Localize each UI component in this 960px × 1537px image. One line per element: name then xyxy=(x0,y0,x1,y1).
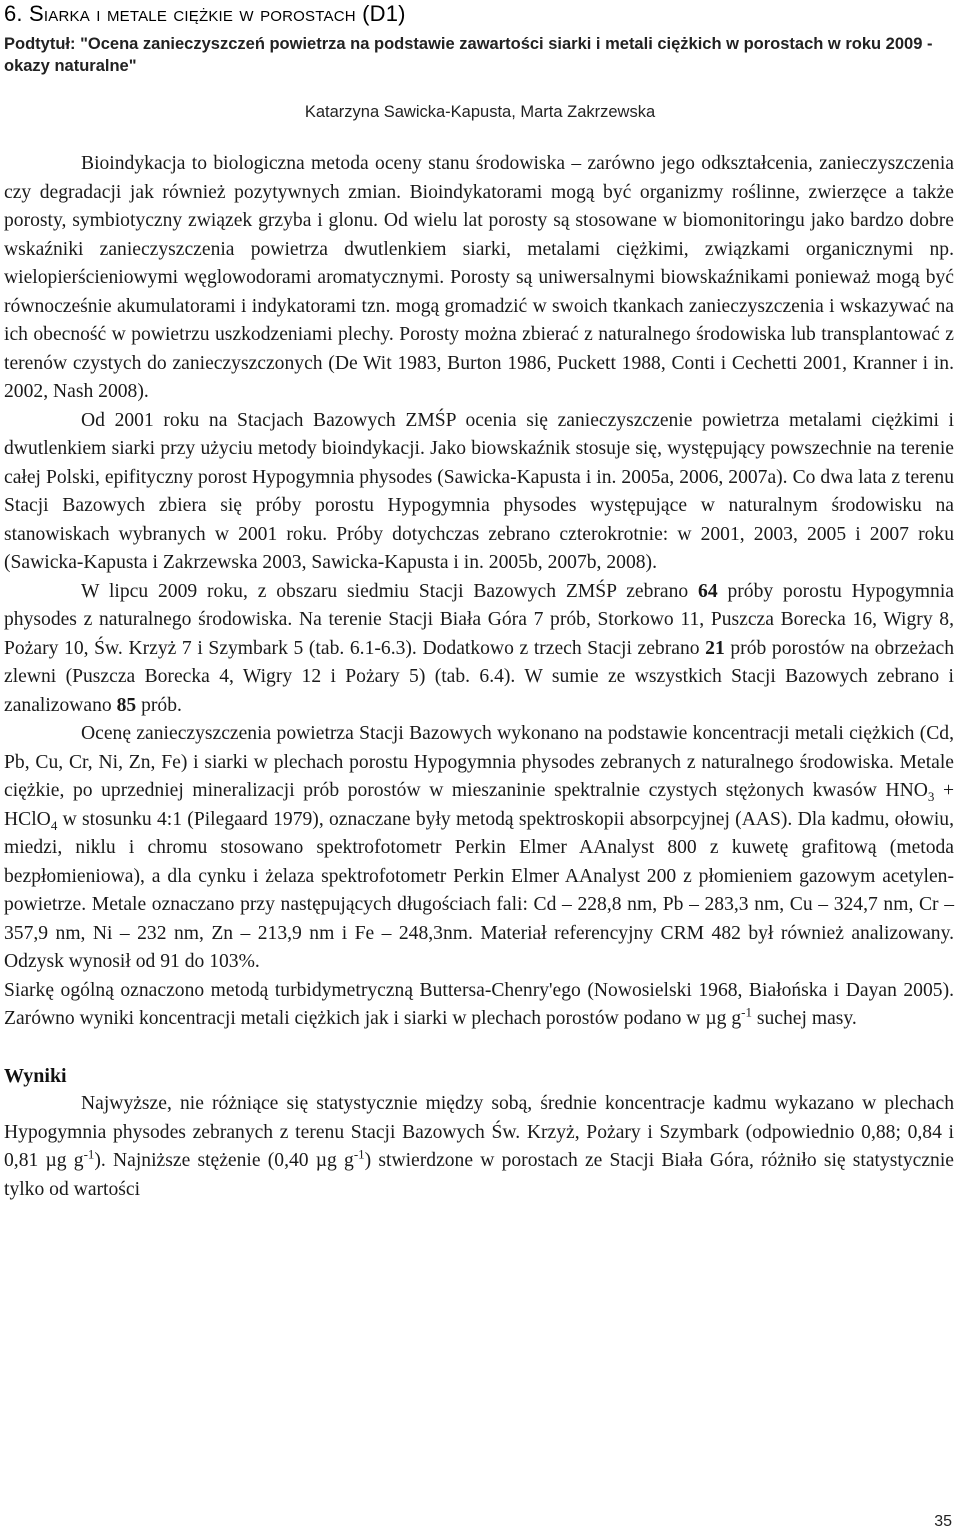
subscript: 4 xyxy=(50,817,58,833)
page-number: 35 xyxy=(934,1513,952,1530)
results-heading: Wyniki xyxy=(4,1064,67,1087)
paragraph-gap xyxy=(4,1034,954,1062)
paragraph-intro: Bioindykacja to biologiczna metoda oceny stanu środowiska – zarówno jego odkształcenia, zanieczyszczenia czy degradacji jak również pozytywnych zmian. Bioindykatorami mogą być organizmy roślinne, zwierzęce a także porosty, symbiotyczny związek grzyba i glonu. Od wielu lat porosty są stosowane w biomonitoringu jako bardzo dobre wskaźniki zanieczyszczenia powietrza dwutlenkiem siarki, metalami ciężkimi, związkami organicznymi np. wielopierścieniowymi węglowodorami aromatycznymi. Porosty są uniwersalnymi biowskaźnikami ponieważ mogą być równocześnie akumulatorami i indykatorami tzn. mogą gromadzić w swoich tkankach zanieczyszczenia i wskazywać na ich obecność w powietrzu uszkodzeniami plechy. Porosty można zbierać z naturalnego środowiska lub transplantować z terenów czystych do zanieczyszczonych (De Wit 1983, Burton 1986, Puckett 1988, Conti i Cechetti 2001, Kranner i in. 2002, Nash 2008). xyxy=(4,153,954,402)
text-span: prób. xyxy=(136,694,182,716)
text-span: Ocenę zanieczyszczenia powietrza Stacji Bazowych wykonano na podstawie koncentracji metali ciężkich (Cd, Pb, Cu, Cr, Ni, Zn, Fe) i siarki w plechach porostu Hypogymnia physodes zebranych z naturalnego środowiska. Metale ciężkie, po uprzedniej mineralizacji prób porostów w mieszaninie spektralnie czystych stężonych kwasów HNO xyxy=(4,723,954,801)
text-span: prób porostów na obrzeżach zlewni (Puszcza Borecka 4, Wigry 12 i Pożary 5) (tab. 6.4). W sumie ze wszystkich Stacji Bazowych zebrano i zanalizowano xyxy=(4,637,954,716)
superscript: -1 xyxy=(741,1004,752,1020)
paragraph-results xyxy=(4,1090,954,1204)
text-span: Siarkę ogólną oznaczono metodą turbidymetryczną Buttersa-Chenry'ego (Nowosielski 1968, Białońska i Dayan 2005). Zarówno wyniki koncentracji metali ciężkich jak i siarki w plechach porostów podano w µg g xyxy=(4,979,954,1029)
body-text xyxy=(4,150,954,1204)
text-span: Najwyższe, nie różniące się statystycznie między sobą, średnie koncentracje kadmu wykazano w plechach Hypogymnia physodes zebranych z terenu Stacji Bazowych Św. Krzyż, Pożary i Szymbark (odpowiednio 0,88; 0,84 i 0,81 µg g xyxy=(4,1093,954,1171)
superscript: -1 xyxy=(83,1146,95,1162)
paragraph-methods-history: Od 2001 roku na Stacjach Bazowych ZMŚP ocenia się zanieczyszczenie powietrza metalami ciężkimi i dwutlenkiem siarki przy użyciu metody bioindykacji. Jako biowskaźnik stosuje się, występujący powszechnie na terenie całej Polski, epifityczny porost Hypogymnia physodes (Sawicka-Kapusta i in. 2005a, 2006, 2007a). Co dwa lata z terenu Stacji Bazowych zbiera się próby porostu Hypogymnia physodes występujące w naturalnym środowisku na stanowiskach wybranych w 2001 roku. Próby dotychczas zebrano czterokrotnie: w 2001, 2003, 2005 i 2007 roku (Sawicka-Kapusta i Zakrzewska 2003, Sawicka-Kapusta i in. 2005b, 2007b, 2008). xyxy=(4,409,954,573)
subscript: 3 xyxy=(927,788,935,804)
superscript: -1 xyxy=(353,1146,365,1162)
paragraph-analysis xyxy=(4,720,954,977)
text-span: ). Najniższe stężenie (0,40 µg g xyxy=(94,1150,354,1171)
text-span: suchej masy. xyxy=(751,1008,857,1029)
sample-count-total-stations: 64 xyxy=(698,580,718,602)
sample-count-total: 85 xyxy=(116,694,137,716)
text-span: + HClO xyxy=(4,780,954,830)
paragraph-sulfur-method xyxy=(4,977,954,1034)
sample-count-catchment-edges: 21 xyxy=(705,637,725,659)
text-span: W lipcu 2009 roku, z obszaru siedmiu Stacji Bazowych ZMŚP zebrano xyxy=(81,580,699,602)
section-subtitle: Podtytuł: "Ocena zanieczyszczeń powietrza na podstawie zawartości siarki i metali ciężkich w porostach w roku 2009 - okazy naturalne" xyxy=(4,35,933,75)
authors-line: Katarzyna Sawicka-Kapusta, Marta Zakrzewska xyxy=(304,103,656,121)
paragraph-sampling xyxy=(4,578,954,721)
text-span: próby porostu Hypogymnia physodes z naturalnego środowiska. Na terenie Stacji Biała Góra 7 prób, Storkowo 11, Puszcza Borecka 16, Wigry 8, Pożary 10, Św. Krzyż 7 i Szymbark 5 (tab. 6.1-6.3). Dodatkowo z trzech Stacji zebrano xyxy=(4,580,954,659)
text-span: w stosunku 4:1 (Pilegaard 1979), oznaczane były metodą spektroskopii absorpcyjnej (AAS). Dla kadmu, ołowiu, miedzi, niklu i chromu stosowano spektrofotometr Perkin Elmer AAnalyst 800 z kuwetę grafitową (metoda bezpłomieniowa), a dla cynku i żelaza spektrofotometr Perkin Elmer AAnalyst 200 z płomieniem gazowym acetylen-powietrze. Metale oznaczano przy następujących długościach fali: Cd – 228,8 nm, Pb – 283,3 nm, Cu – 324,7 nm, Cr – 357,9 nm, Ni – 232 nm, Zn – 213,9 nm i Fe – 248,3nm. Materiał referencyjny CRM 482 był również analizowany. Odzysk wynosił od 91 do 103%. xyxy=(4,808,954,972)
text-span: ) stwierdzone w porostach ze Stacji Biała Góra, różniło się statystycznie tylko od wartości xyxy=(4,1150,954,1200)
section-heading: 6. Siarka i metale ciężkie w porostach (D1) xyxy=(4,1,406,26)
